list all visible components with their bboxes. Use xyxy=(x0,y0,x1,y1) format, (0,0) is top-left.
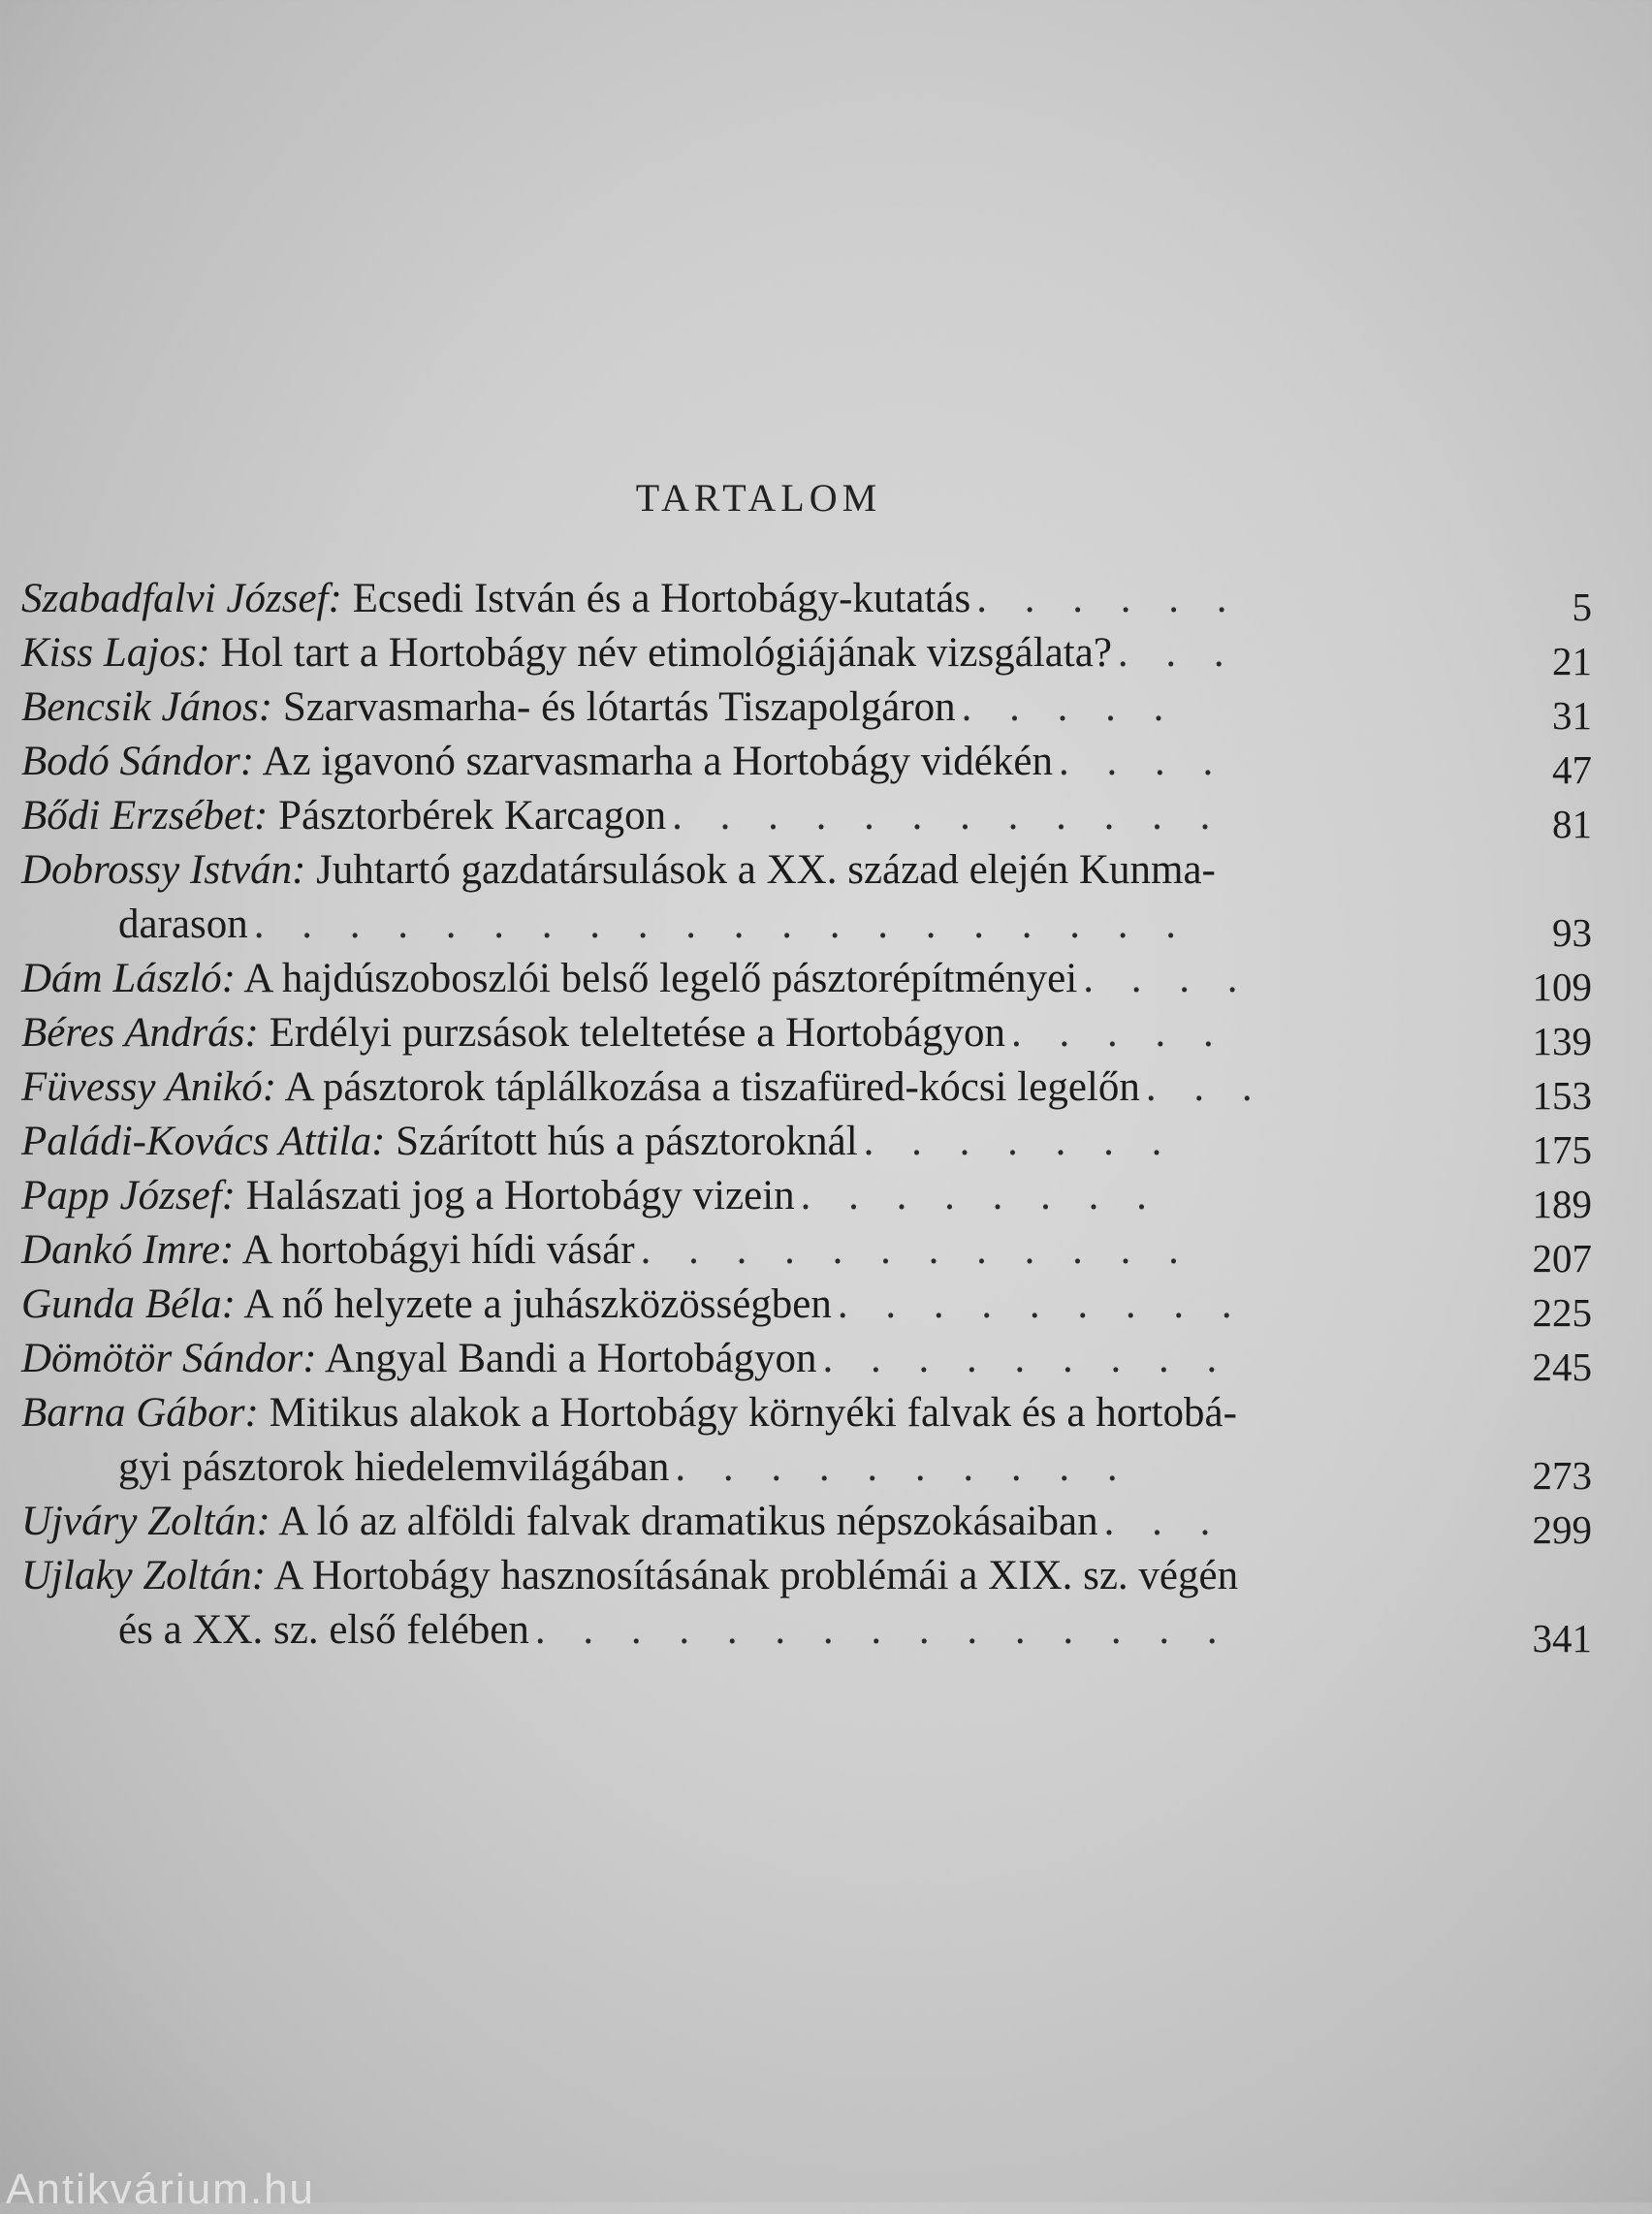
toc-entry-line xyxy=(21,843,1466,898)
toc-page-number: 175 xyxy=(1532,1127,1592,1172)
toc-author: Ujlaky Zoltán: xyxy=(21,1553,266,1598)
toc-entry-line xyxy=(21,952,1466,1006)
toc-page-number: 93 xyxy=(1552,910,1592,955)
toc-page-number: 299 xyxy=(1532,1507,1592,1552)
toc-title: A nő helyzete a juhászközösségben xyxy=(243,1281,832,1327)
toc-author: Gunda Béla: xyxy=(21,1281,236,1327)
toc-entry xyxy=(21,1060,1592,1118)
dot-leader: . . . . . . . xyxy=(863,1119,1176,1164)
toc-entry xyxy=(21,1495,1592,1552)
toc-title: Pásztorbérek Karcagon xyxy=(278,793,667,838)
dot-leader: . . . . . . . . . . . . . . . . . . . . xyxy=(253,901,1190,947)
toc-entry xyxy=(21,1332,1592,1389)
toc-entry-line xyxy=(21,1169,1466,1223)
toc-title: Ecsedi István és a Hortobágy-kutatás xyxy=(352,576,971,621)
toc-page-number: 341 xyxy=(1532,1616,1592,1660)
toc-entry xyxy=(21,1115,1592,1172)
dot-leader: . . . xyxy=(1117,630,1238,676)
toc-entry xyxy=(21,843,1592,955)
toc-page-number: 81 xyxy=(1552,802,1592,846)
toc-title: A Hortobágy hasznosításának problémái a XIX. sz. végén xyxy=(273,1553,1239,1598)
toc-entry-line xyxy=(21,1549,1466,1603)
toc-entry-line xyxy=(21,626,1466,680)
toc-entry xyxy=(21,1223,1592,1281)
toc-entry xyxy=(21,1386,1592,1498)
toc-page-number: 153 xyxy=(1532,1073,1592,1118)
toc-author: Bődi Erzsébet: xyxy=(21,793,269,838)
dot-leader: . . . . . . . . . . xyxy=(675,1444,1131,1490)
toc-author: Dömötör Sándor: xyxy=(21,1336,317,1381)
toc-author: Füvessy Anikó: xyxy=(21,1064,277,1110)
toc-title-continuation-text: darason xyxy=(118,901,248,947)
toc-title-continuation xyxy=(21,1603,1466,1658)
toc-entry xyxy=(21,1006,1592,1063)
toc-page-number: 109 xyxy=(1532,965,1592,1009)
toc-entry-line xyxy=(21,1386,1466,1440)
watermark: Antikvárium.hu xyxy=(6,2166,316,2213)
toc-title: A ló az alföldi falvak dramatikus népszokásaiban xyxy=(278,1499,1098,1544)
toc-entry xyxy=(21,1278,1592,1335)
toc-author: Szabadfalvi József: xyxy=(21,576,342,621)
toc-author: Béres András: xyxy=(21,1010,259,1056)
toc-entry-line xyxy=(21,1223,1466,1278)
toc-author: Bencsik János: xyxy=(21,684,273,730)
toc-title: A hortobágyi hídi vásár xyxy=(241,1227,635,1273)
table-of-contents xyxy=(21,572,1592,1658)
toc-title-continuation xyxy=(21,898,1466,952)
toc-entry-line xyxy=(21,1332,1466,1386)
toc-title: Szárított hús a pásztoroknál xyxy=(396,1119,858,1164)
toc-entry-line xyxy=(21,735,1466,789)
toc-entry xyxy=(21,680,1592,738)
toc-title-continuation xyxy=(21,1440,1466,1495)
dot-leader: . . . xyxy=(1103,1499,1224,1544)
toc-page-number: 245 xyxy=(1532,1344,1592,1389)
toc-entry-line xyxy=(21,1115,1466,1169)
toc-heading: TARTALOM xyxy=(635,476,882,520)
toc-entry-line xyxy=(21,1495,1466,1549)
toc-author: Dobrossy István: xyxy=(21,847,306,893)
toc-title-continuation-text: gyi pásztorok hiedelemvilágában xyxy=(118,1444,670,1490)
toc-title: Juhtartó gazdatársulások a XX. század elején Kunma- xyxy=(316,847,1216,893)
toc-page-number: 225 xyxy=(1532,1290,1592,1335)
toc-page-number: 273 xyxy=(1532,1453,1592,1498)
toc-entry xyxy=(21,1549,1592,1658)
toc-page-number: 31 xyxy=(1552,693,1592,738)
toc-title: Angyal Bandi a Hortobágyon xyxy=(324,1336,817,1381)
dot-leader: . . . . . . xyxy=(976,576,1241,621)
toc-entry-line xyxy=(21,1060,1466,1115)
toc-entry xyxy=(21,952,1592,1009)
toc-entry xyxy=(21,572,1592,629)
toc-title: Szarvasmarha- és lótartás Tiszapolgáron xyxy=(282,684,956,730)
dot-leader: . . . . . . . . . xyxy=(822,1336,1231,1381)
dot-leader: . . . . . . . . xyxy=(800,1173,1160,1218)
toc-page-number: 21 xyxy=(1552,639,1592,683)
dot-leader: . . . xyxy=(1145,1064,1266,1110)
toc-page-number: 189 xyxy=(1532,1182,1592,1226)
toc-entry-line xyxy=(21,1006,1466,1060)
toc-entry-line xyxy=(21,680,1466,735)
toc-page-number: 139 xyxy=(1532,1019,1592,1063)
toc-entry xyxy=(21,789,1592,846)
toc-page-number: 207 xyxy=(1532,1236,1592,1281)
dot-leader: . . . . . . . . . . . . xyxy=(672,793,1224,838)
toc-title-continuation-text: és a XX. sz. első felében xyxy=(118,1607,529,1653)
dot-leader: . . . . xyxy=(1058,739,1227,784)
dot-leader: . . . . . . . . . . . . . . . xyxy=(534,1607,1231,1653)
toc-entry-line xyxy=(21,572,1466,626)
toc-page-number: 5 xyxy=(1572,585,1592,629)
dot-leader: . . . . . . . . . xyxy=(837,1281,1246,1327)
dot-leader: . . . . xyxy=(1083,956,1252,1001)
toc-title: Hol tart a Hortobágy név etimológiájának vizsgálata? xyxy=(220,630,1112,676)
toc-title: A hajdúszoboszlói belső legelő pásztorépítményei xyxy=(243,956,1078,1001)
toc-author: Dám László: xyxy=(21,956,237,1001)
toc-author: Ujváry Zoltán: xyxy=(21,1499,270,1544)
toc-title: A pásztorok táplálkozása a tiszafüred-kócsi legelőn xyxy=(284,1064,1140,1110)
toc-entry-line xyxy=(21,1278,1466,1332)
toc-author: Bodó Sándor: xyxy=(21,739,255,784)
dot-leader: . . . . . xyxy=(961,684,1178,730)
toc-title: Erdélyi purzsások teleltetése a Hortobágyon xyxy=(269,1010,1006,1056)
toc-title: Mitikus alakok a Hortobágy környéki falvak és a hortobá- xyxy=(269,1390,1237,1436)
toc-page-number: 47 xyxy=(1552,747,1592,792)
toc-entry-line xyxy=(21,789,1466,843)
toc-title: Az igavonó szarvasmarha a Hortobágy vidékén xyxy=(262,739,1053,784)
dot-leader: . . . . . xyxy=(1011,1010,1227,1056)
toc-author: Dankó Imre: xyxy=(21,1227,235,1273)
toc-author: Paládi-Kovács Attila: xyxy=(21,1119,386,1164)
toc-author: Barna Gábor: xyxy=(21,1390,259,1436)
dot-leader: . . . . . . . . . . . . xyxy=(640,1227,1192,1273)
toc-entry xyxy=(21,626,1592,683)
toc-author: Papp József: xyxy=(21,1173,236,1218)
toc-title: Halászati jog a Hortobágy vizein xyxy=(245,1173,795,1218)
toc-entry xyxy=(21,1169,1592,1226)
toc-entry xyxy=(21,735,1592,792)
toc-author: Kiss Lajos: xyxy=(21,630,210,676)
